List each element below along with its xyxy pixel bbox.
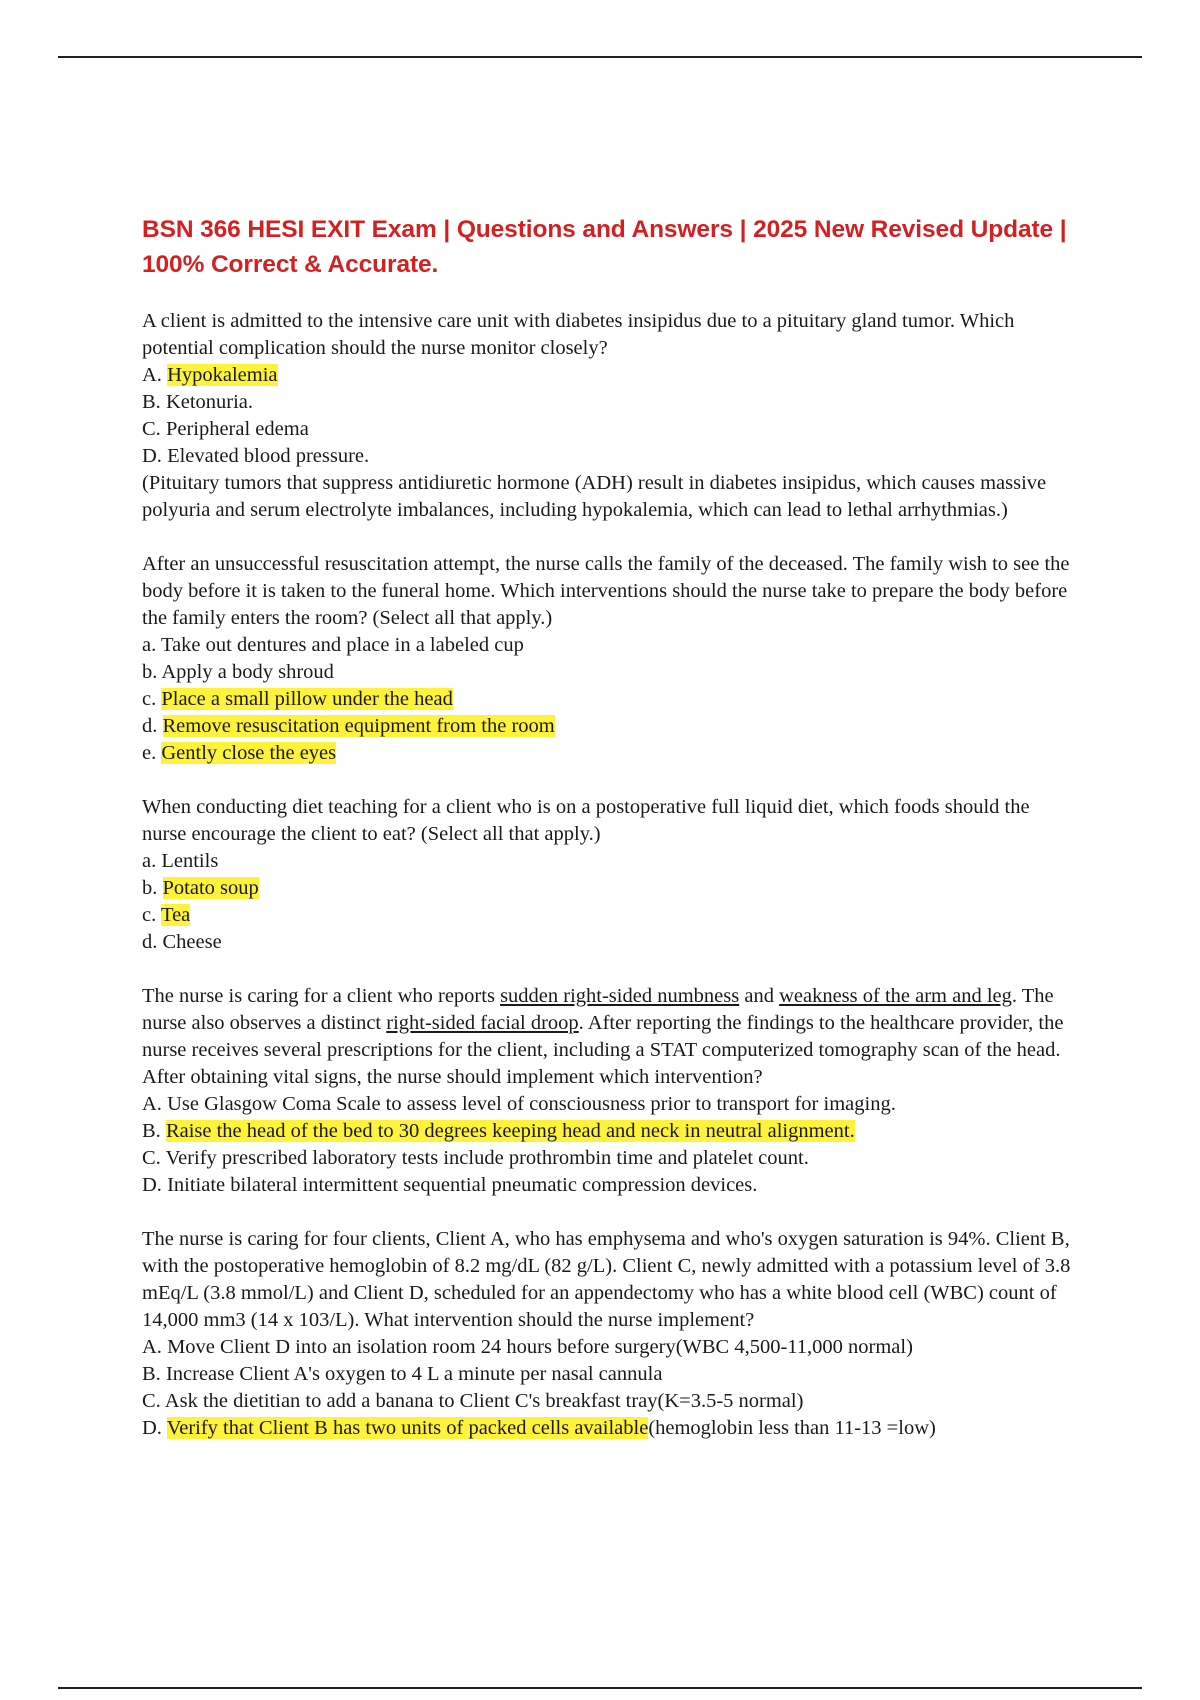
question-stem: The nurse is caring for a client who reports sudden right-sided numbness and weakness of the arm and leg. The nurse also observes a distinct right-sided facial droop. After reporting the findings to the healthcare provider, the nurse receives several prescriptions for the client, including a STAT computerized tomography scan of the head. After obtaining vital signs, the nurse should implement which intervention? bbox=[142, 985, 1064, 1088]
answer-rationale: (Pituitary tumors that suppress antidiuretic hormone (ADH) result in diabetes insipidus, which causes massive polyuria and serum electrolyte imbalances, including hypokalemia, which can lead to lethal arrhythmias.) bbox=[142, 472, 1047, 521]
answer-option: C. Verify prescribed laboratory tests include prothrombin time and platelet count. bbox=[142, 1147, 809, 1169]
answer-option: a. Take out dentures and place in a labeled cup bbox=[142, 634, 524, 656]
answer-option: a. Lentils bbox=[142, 850, 219, 872]
correct-answer-highlight: Potato soup bbox=[162, 877, 259, 899]
answer-option: D. Verify that Client B has two units of packed cells available(hemoglobin less than 11-13 =low) bbox=[142, 1417, 936, 1439]
document-body bbox=[142, 212, 1072, 1469]
question-3 bbox=[142, 794, 1072, 956]
answer-option: C. Ask the dietitian to add a banana to Client C's breakfast tray(K=3.5-5 normal) bbox=[142, 1390, 804, 1412]
correct-answer-highlight: Hypokalemia bbox=[167, 364, 278, 386]
question-1 bbox=[142, 308, 1072, 524]
answer-option: B. Ketonuria. bbox=[142, 391, 254, 413]
underlined-symptom: weakness of the arm and leg bbox=[779, 985, 1012, 1007]
answer-option: A. Move Client D into an isolation room 24 hours before surgery(WBC 4,500-11,000 normal) bbox=[142, 1336, 913, 1358]
answer-option: c. Place a small pillow under the head bbox=[142, 688, 453, 710]
answer-option: d. Cheese bbox=[142, 931, 222, 953]
answer-option: A. Hypokalemia bbox=[142, 364, 278, 386]
correct-answer-highlight: Gently close the eyes bbox=[161, 742, 337, 764]
question-stem: After an unsuccessful resuscitation attempt, the nurse calls the family of the deceased. The family wish to see the body before it is taken to the funeral home. Which interventions should the nurse take to prepare the body before the family enters the room? (Select all that apply.) bbox=[142, 553, 1070, 629]
answer-option: e. Gently close the eyes bbox=[142, 742, 337, 764]
answer-option: b. Potato soup bbox=[142, 877, 259, 899]
underlined-symptom: sudden right-sided numbness bbox=[500, 985, 740, 1007]
answer-option: B. Increase Client A's oxygen to 4 L a minute per nasal cannula bbox=[142, 1363, 663, 1385]
correct-answer-highlight: Verify that Client B has two units of packed cells available bbox=[166, 1417, 649, 1439]
bottom-rule bbox=[58, 1687, 1142, 1689]
top-rule bbox=[58, 56, 1142, 58]
question-5 bbox=[142, 1226, 1072, 1442]
question-stem: A client is admitted to the intensive care unit with diabetes insipidus due to a pituitary gland tumor. Which potential complication should the nurse monitor closely? bbox=[142, 310, 1015, 359]
question-4 bbox=[142, 983, 1072, 1199]
answer-option: D. Elevated blood pressure. bbox=[142, 445, 370, 467]
correct-answer-highlight: Place a small pillow under the head bbox=[161, 688, 453, 710]
question-2 bbox=[142, 551, 1072, 767]
question-stem: When conducting diet teaching for a client who is on a postoperative full liquid diet, which foods should the nurse encourage the client to eat? (Select all that apply.) bbox=[142, 796, 1030, 845]
answer-option: b. Apply a body shroud bbox=[142, 661, 334, 683]
document-title: BSN 366 HESI EXIT Exam | Questions and Answers | 2025 New Revised Update | 100% Correct & Accurate. bbox=[142, 216, 1067, 278]
answer-option: C. Peripheral edema bbox=[142, 418, 309, 440]
correct-answer-highlight: Remove resuscitation equipment from the room bbox=[162, 715, 555, 737]
underlined-symptom: right-sided facial droop bbox=[386, 1012, 579, 1034]
answer-option: d. Remove resuscitation equipment from the room bbox=[142, 715, 555, 737]
question-stem: The nurse is caring for four clients, Client A, who has emphysema and who's oxygen saturation is 94%. Client B, with the postoperative hemoglobin of 8.2 mg/dL (82 g/L). Client C, newly admitted with a potassium level of 3.8 mEq/L (3.8 mmol/L) and Client D, scheduled for an appendectomy who has a white blood cell (WBC) count of 14,000 mm3 (14 x 103/L). What intervention should the nurse implement? bbox=[142, 1228, 1071, 1331]
answer-option: B. Raise the head of the bed to 30 degrees keeping head and neck in neutral alignment. bbox=[142, 1120, 855, 1142]
answer-option: D. Initiate bilateral intermittent sequential pneumatic compression devices. bbox=[142, 1174, 758, 1196]
answer-option: c. Tea bbox=[142, 904, 191, 926]
correct-answer-highlight: Raise the head of the bed to 30 degrees keeping head and neck in neutral alignment. bbox=[165, 1120, 855, 1142]
correct-answer-highlight: Tea bbox=[160, 904, 191, 926]
answer-option: A. Use Glasgow Coma Scale to assess level of consciousness prior to transport for imaging. bbox=[142, 1093, 896, 1115]
